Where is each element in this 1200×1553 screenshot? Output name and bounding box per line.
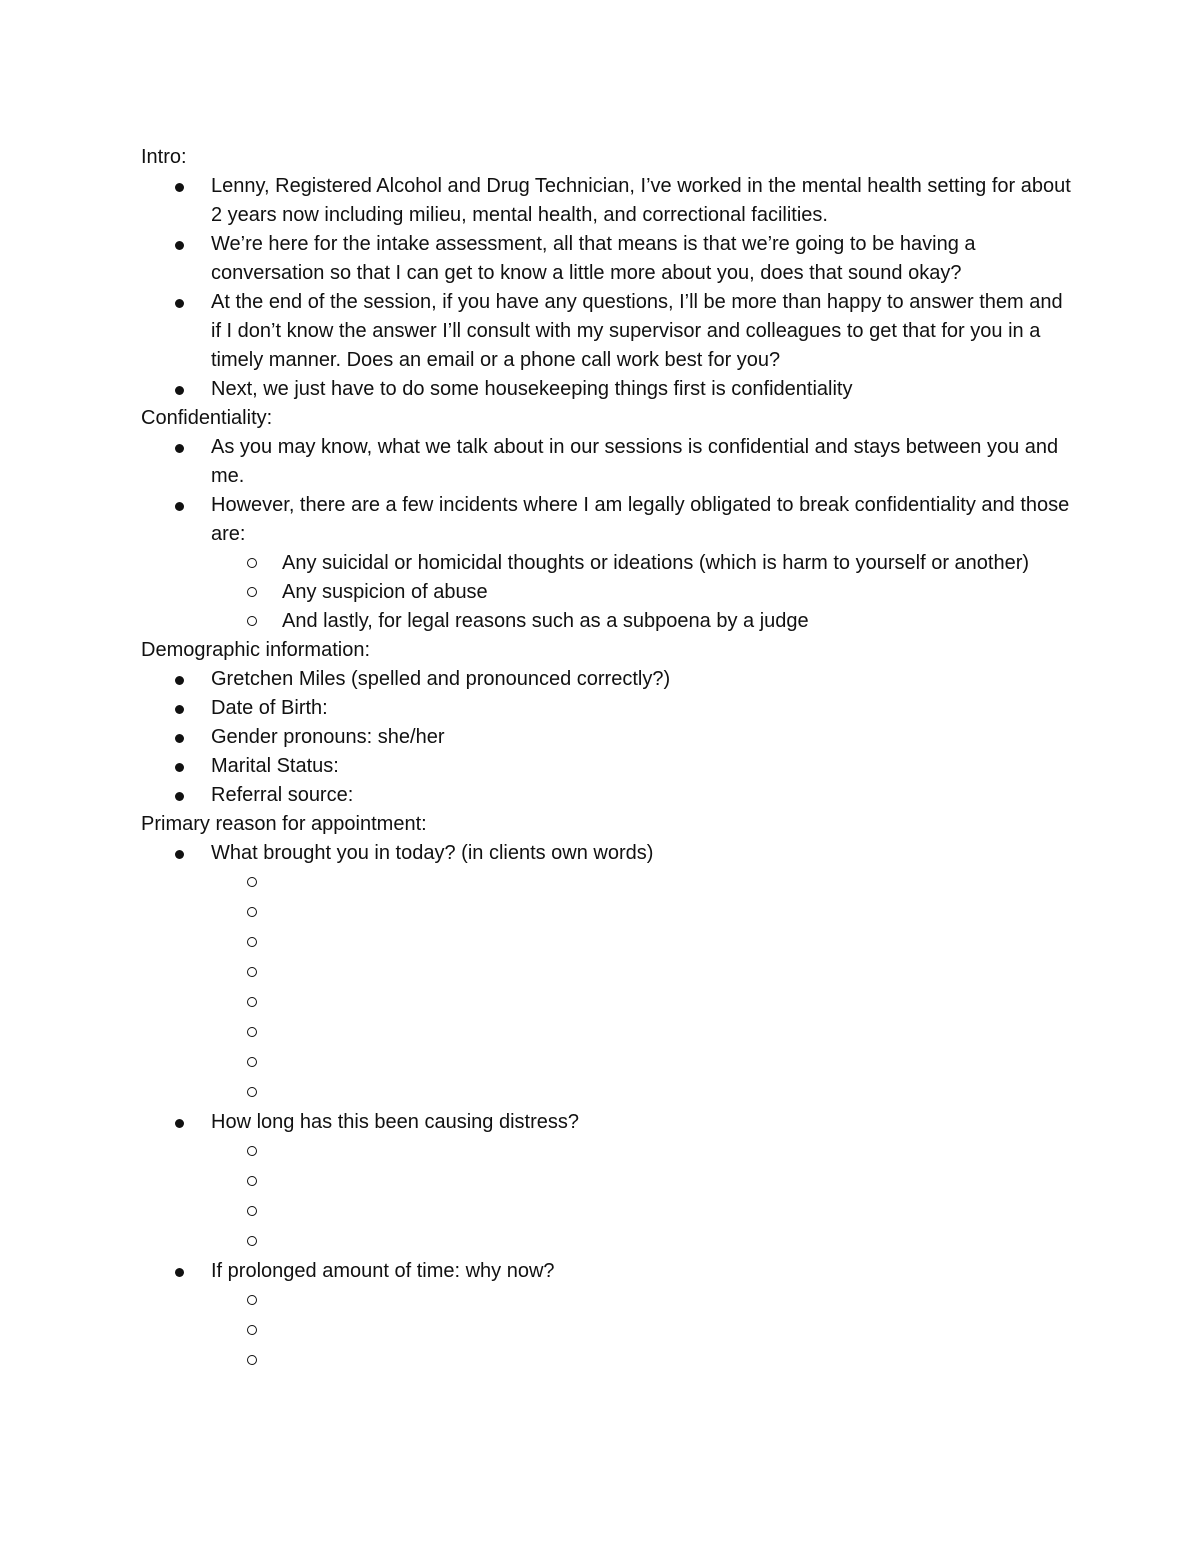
- circle-bullet-icon: [247, 1176, 257, 1186]
- list-item: [141, 375, 1071, 404]
- circle-bullet-icon: [247, 1027, 257, 1037]
- list-item: [141, 752, 1071, 781]
- list-item-text: At the end of the session, if you have any questions, I’ll be more than happy to answer them and if I don’t know the answer I’ll consult with my supervisor and colleagues to get that for you in a timely manner. Does an email or a phone call work best for you?: [211, 291, 1063, 371]
- blank-sub-item[interactable]: [211, 1137, 1071, 1167]
- blank-sub-item[interactable]: [211, 1167, 1071, 1197]
- list-item: [141, 665, 1071, 694]
- sub-list-item: [211, 549, 1071, 578]
- circle-bullet-icon: [247, 1087, 257, 1097]
- blank-answer-lines: [211, 868, 1071, 1108]
- bullet-icon: [175, 676, 184, 685]
- intro-list: [141, 172, 1071, 404]
- list-item-text: However, there are a few incidents where I am legally obligated to break confidentiality and those are:: [211, 494, 1070, 545]
- circle-bullet-icon: [247, 1057, 257, 1067]
- circle-bullet-icon: [247, 907, 257, 917]
- circle-bullet-icon: [247, 1325, 257, 1335]
- list-item-text: As you may know, what we talk about in our sessions is confidential and stays between you and me.: [211, 436, 1059, 487]
- blank-sub-item[interactable]: [211, 928, 1071, 958]
- list-item: [141, 433, 1071, 491]
- bullet-icon: [175, 386, 184, 395]
- sub-list-item: [211, 607, 1071, 636]
- blank-sub-item[interactable]: [211, 1018, 1071, 1048]
- section-heading-primary-reason: Primary reason for appointment:: [141, 813, 427, 835]
- list-item: [141, 723, 1071, 752]
- list-item: [141, 491, 1071, 636]
- circle-bullet-icon: [247, 587, 257, 597]
- blank-sub-item[interactable]: [211, 958, 1071, 988]
- blank-sub-item[interactable]: [211, 868, 1071, 898]
- circle-bullet-icon: [247, 1355, 257, 1365]
- bullet-icon: [175, 183, 184, 192]
- bullet-icon: [175, 241, 184, 250]
- list-item: [141, 1108, 1071, 1257]
- bullet-icon: [175, 444, 184, 453]
- list-item: [141, 1257, 1071, 1376]
- list-item: [141, 781, 1071, 810]
- blank-sub-item[interactable]: [211, 898, 1071, 928]
- circle-bullet-icon: [247, 1295, 257, 1305]
- demographic-list: [141, 665, 1071, 810]
- blank-sub-item[interactable]: [211, 988, 1071, 1018]
- section-heading-intro: Intro:: [141, 146, 187, 168]
- list-item-text: Date of Birth:: [211, 697, 328, 719]
- circle-bullet-icon: [247, 558, 257, 568]
- list-item-text: Gender pronouns: she/her: [211, 726, 445, 748]
- primary-reason-list: [141, 839, 1071, 1376]
- blank-sub-item[interactable]: [211, 1078, 1071, 1108]
- bullet-icon: [175, 1119, 184, 1128]
- bullet-icon: [175, 763, 184, 772]
- circle-bullet-icon: [247, 1236, 257, 1246]
- circle-bullet-icon: [247, 877, 257, 887]
- blank-sub-item[interactable]: [211, 1316, 1071, 1346]
- blank-sub-item[interactable]: [211, 1286, 1071, 1316]
- sub-list-item: [211, 578, 1071, 607]
- list-item-text: Marital Status:: [211, 755, 339, 777]
- blank-sub-item[interactable]: [211, 1197, 1071, 1227]
- circle-bullet-icon: [247, 1146, 257, 1156]
- section-heading-demographic: Demographic information:: [141, 639, 370, 661]
- blank-answer-lines: [211, 1137, 1071, 1257]
- confidentiality-sublist: [211, 549, 1071, 636]
- list-item-text: Lenny, Registered Alcohol and Drug Technician, I’ve worked in the mental health setting for about 2 years now including milieu, mental health, and correctional facilities.: [211, 175, 1071, 226]
- sub-list-item-text: Any suicidal or homicidal thoughts or ideations (which is harm to yourself or another): [282, 552, 1030, 574]
- bullet-icon: [175, 1268, 184, 1277]
- circle-bullet-icon: [247, 967, 257, 977]
- list-item: [141, 230, 1071, 288]
- list-item-text: How long has this been causing distress?: [211, 1111, 579, 1133]
- circle-bullet-icon: [247, 616, 257, 626]
- sub-list-item-text: And lastly, for legal reasons such as a subpoena by a judge: [282, 610, 809, 632]
- circle-bullet-icon: [247, 937, 257, 947]
- list-item-text: Next, we just have to do some housekeeping things first is confidentiality: [211, 378, 853, 400]
- list-item-text: If prolonged amount of time: why now?: [211, 1260, 555, 1282]
- blank-sub-item[interactable]: [211, 1048, 1071, 1078]
- bullet-icon: [175, 502, 184, 511]
- circle-bullet-icon: [247, 997, 257, 1007]
- section-heading-confidentiality: Confidentiality:: [141, 407, 273, 429]
- blank-answer-lines: [211, 1286, 1071, 1376]
- bullet-icon: [175, 850, 184, 859]
- confidentiality-list: [141, 433, 1071, 636]
- list-item-text: What brought you in today? (in clients own words): [211, 842, 654, 864]
- blank-sub-item[interactable]: [211, 1227, 1071, 1257]
- list-item-text: We’re here for the intake assessment, all that means is that we’re going to be having a conversation so that I can get to know a little more about you, does that sound okay?: [211, 233, 976, 284]
- bullet-icon: [175, 792, 184, 801]
- list-item-text: Referral source:: [211, 784, 354, 806]
- bullet-icon: [175, 734, 184, 743]
- list-item: [141, 839, 1071, 1108]
- bullet-icon: [175, 299, 184, 308]
- list-item-text: Gretchen Miles (spelled and pronounced correctly?): [211, 668, 671, 690]
- circle-bullet-icon: [247, 1206, 257, 1216]
- blank-sub-item[interactable]: [211, 1346, 1071, 1376]
- list-item: [141, 288, 1071, 375]
- bullet-icon: [175, 705, 184, 714]
- sub-list-item-text: Any suspicion of abuse: [282, 581, 488, 603]
- document-body: [141, 143, 1071, 1376]
- list-item: [141, 694, 1071, 723]
- list-item: [141, 172, 1071, 230]
